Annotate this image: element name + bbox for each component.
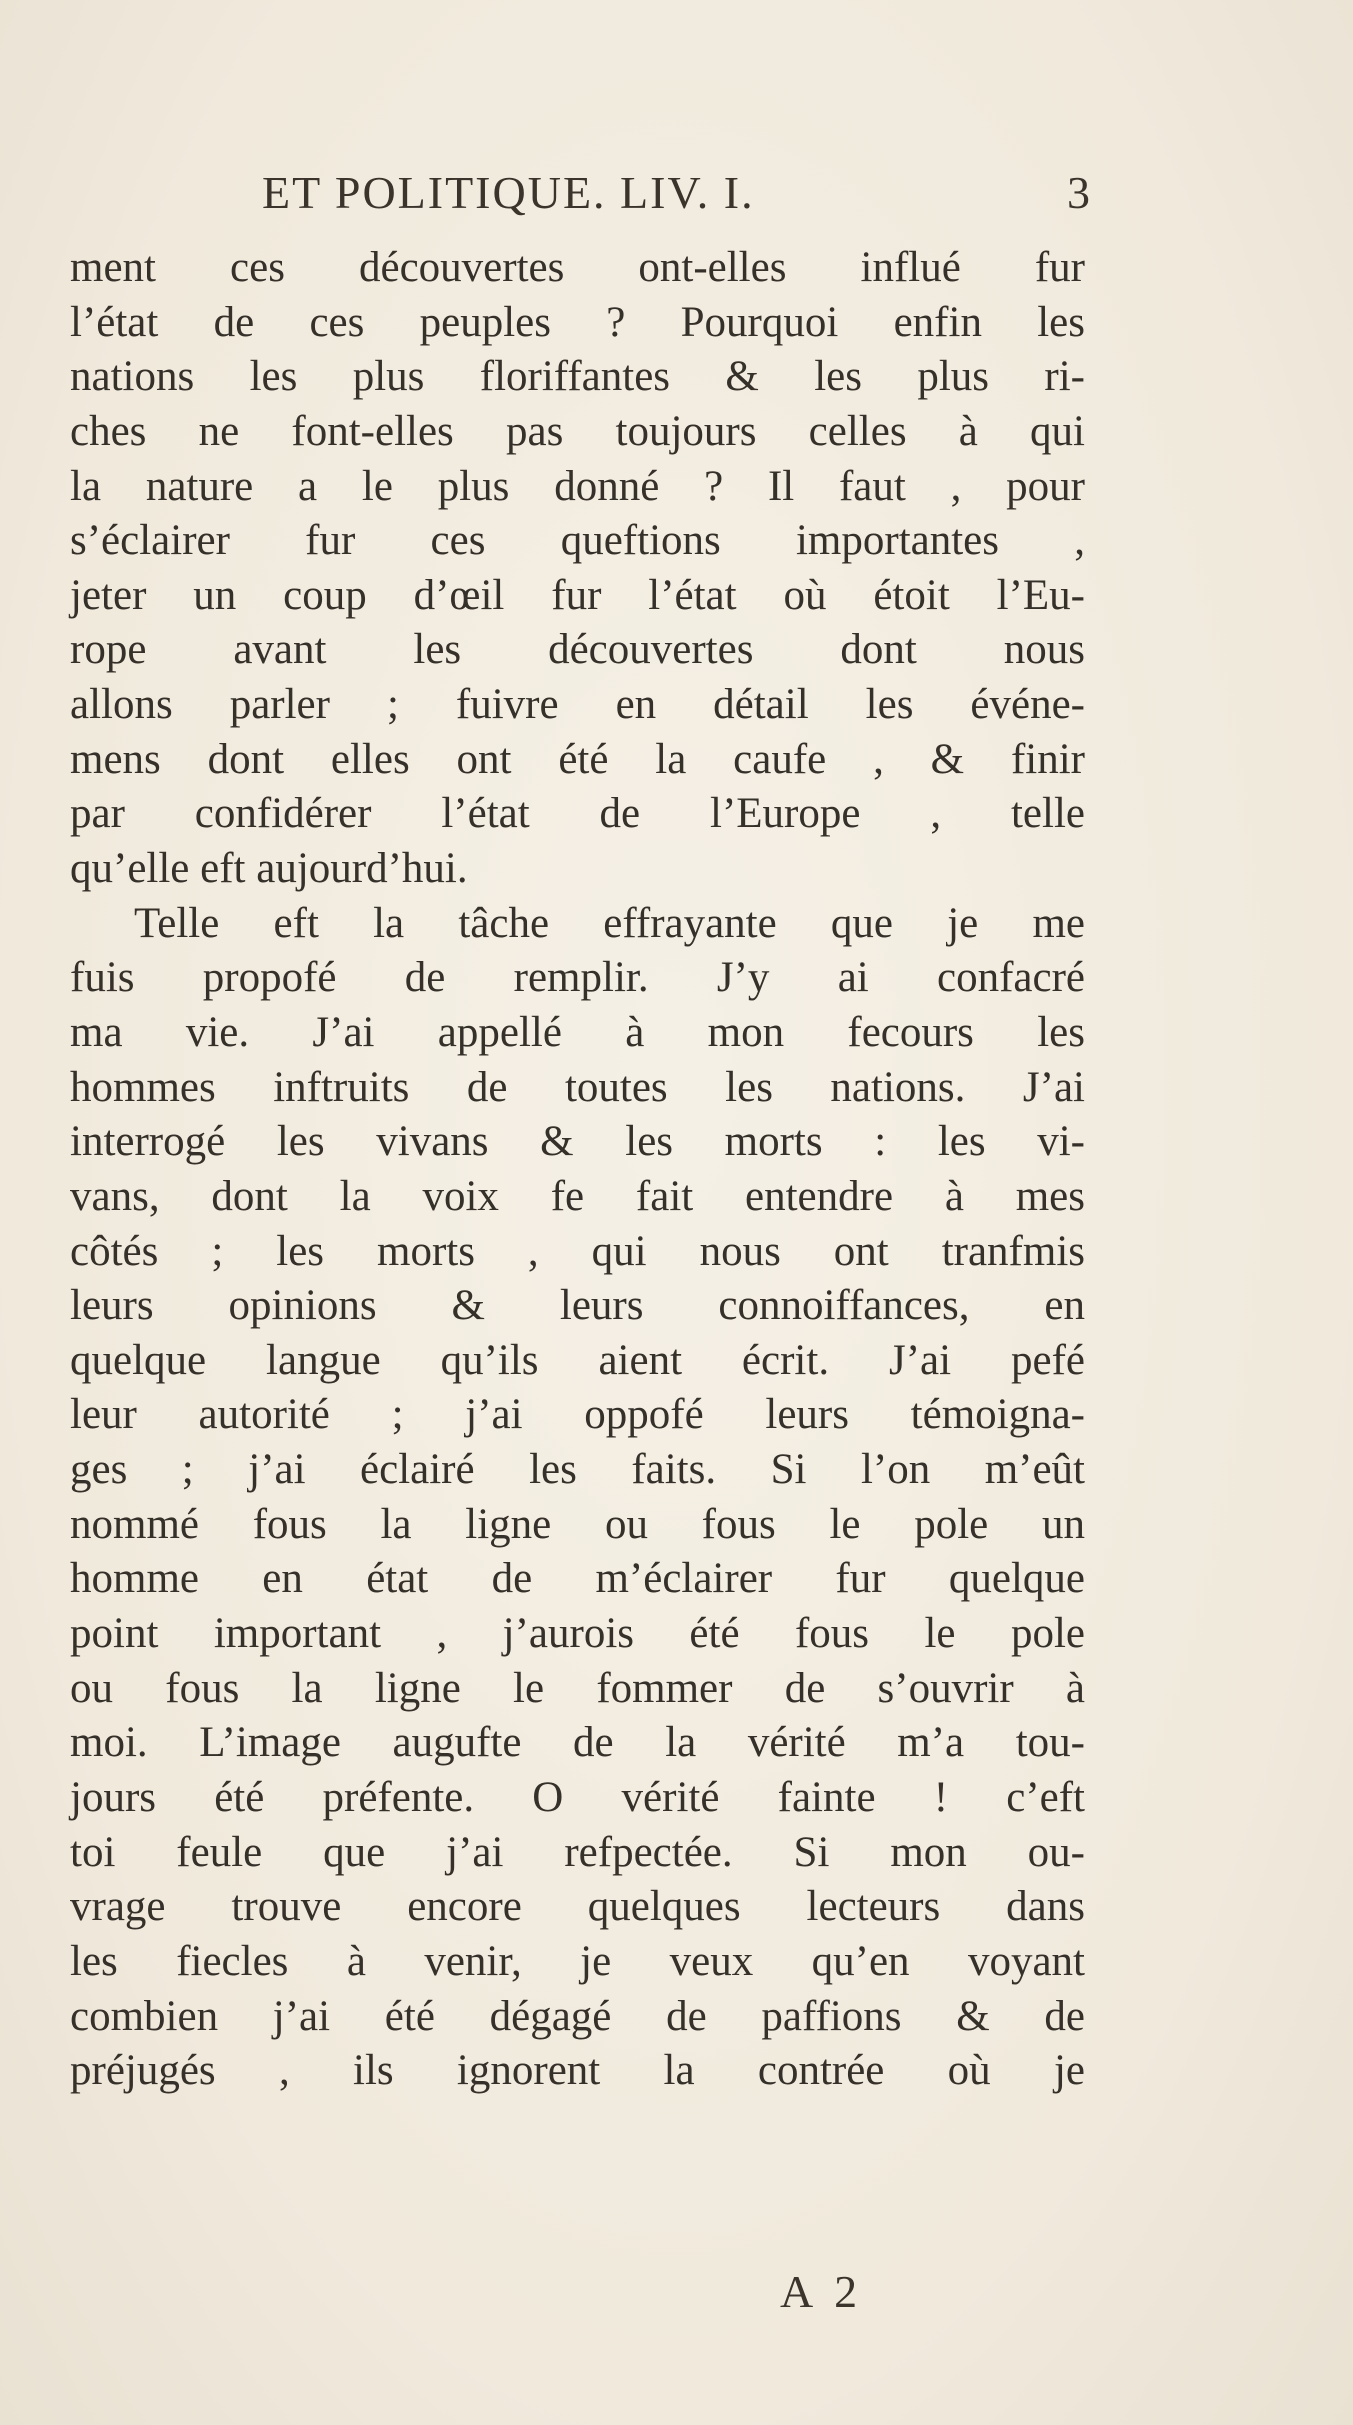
text-line: nations les plus floriffantes & les plus ri- — [70, 353, 1085, 401]
body-text — [70, 241, 1085, 2099]
text-line: s’éclairer fur ces queftions importantes , — [70, 517, 1085, 565]
text-line: toi feule que j’ai refpectée. Si mon ou- — [70, 1828, 1085, 1876]
text-line: mens dont elles ont été la caufe , & finir — [70, 735, 1085, 783]
text-line: vrage trouve encore quelques lecteurs dans — [70, 1883, 1085, 1931]
text-line: par confidérer l’état de l’Europe , telle — [70, 790, 1085, 838]
page-number: 3 — [1067, 167, 1092, 218]
text-line: les fiecles à venir, je veux qu’en voyant — [70, 1937, 1085, 1985]
signature-mark: A 2 — [780, 2266, 864, 2317]
text-line: jeter un coup d’œil fur l’état où étoit l’Eu- — [70, 571, 1085, 619]
text-line: rope avant les découvertes dont nous — [70, 626, 1085, 674]
running-title: ET POLITIQUE. LIV. I. — [262, 167, 755, 218]
text-line: vans, dont la voix fe fait entendre à mes — [70, 1172, 1085, 1220]
text-line: ou fous la ligne le fommer de s’ouvrir à — [70, 1664, 1085, 1712]
text-line: l’état de ces peuples ? Pourquoi enfin les — [70, 298, 1085, 346]
text-line: homme en état de m’éclairer fur quelque — [70, 1555, 1085, 1603]
text-line: la nature a le plus donné ? Il faut , pour — [70, 462, 1085, 510]
text-line: nommé fous la ligne ou fous le pole un — [70, 1500, 1085, 1548]
text-line: leur autorité ; j’ai oppofé leurs témoigna- — [70, 1391, 1085, 1439]
text-line: jours été préfente. O vérité fainte ! c’eft — [70, 1773, 1085, 1821]
text-line: leurs opinions & leurs connoiffances, en — [70, 1282, 1085, 1330]
text-line: allons parler ; fuivre en détail les événe- — [70, 681, 1085, 729]
text-line: interrogé les vivans & les morts : les vi- — [70, 1118, 1085, 1166]
text-line: côtés ; les morts , qui nous ont tranfmis — [70, 1227, 1085, 1275]
paragraph-start-line: Telle eft la tâche effrayante que je me — [134, 899, 1085, 947]
text-line: préjugés , ils ignorent la contrée où je — [70, 2047, 1085, 2095]
text-line: combien j’ai été dégagé de paffions & de — [70, 1992, 1085, 2040]
text-line: ges ; j’ai éclairé les faits. Si l’on m’eût — [70, 1446, 1085, 1494]
text-line: quelque langue qu’ils aient écrit. J’ai pefé — [70, 1336, 1085, 1384]
text-line: ma vie. J’ai appellé à mon fecours les — [70, 1008, 1085, 1056]
text-line: ches ne font-elles pas toujours celles à qui — [70, 407, 1085, 455]
text-line: point important , j’aurois été fous le pole — [70, 1610, 1085, 1658]
running-header — [262, 166, 1092, 226]
text-line: hommes inftruits de toutes les nations. J’ai — [70, 1063, 1085, 1111]
text-line: fuis propofé de remplir. J’y ai confacré — [70, 954, 1085, 1002]
text-line: ment ces découvertes ont-elles influé fur — [70, 244, 1085, 291]
paragraph-end-line: qu’elle eft aujourd’hui. — [70, 845, 468, 893]
text-line: moi. L’image augufte de la vérité m’a tou- — [70, 1719, 1085, 1767]
